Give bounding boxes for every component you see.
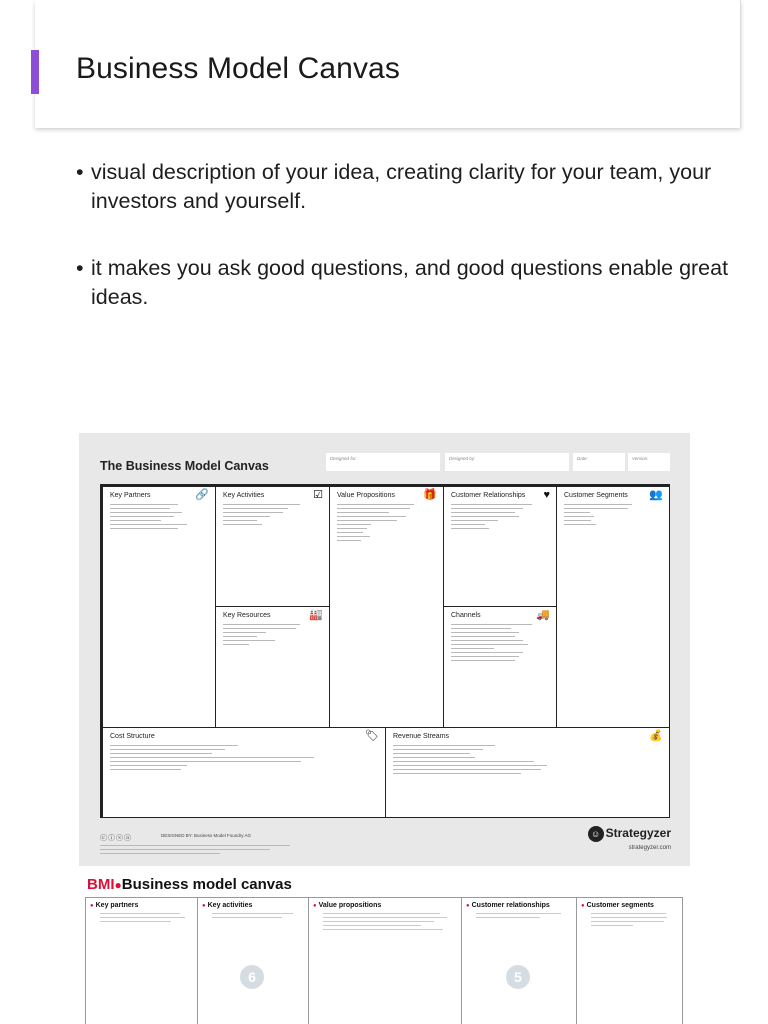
channels-block bbox=[443, 606, 557, 728]
heart-icon: ♥ bbox=[543, 489, 550, 501]
column-heading: ● Customer relationships bbox=[466, 902, 550, 909]
cost-structure-block bbox=[102, 727, 386, 818]
bmi-customer-segments-column bbox=[576, 897, 683, 1024]
license-icons: ⓒⓘⓢⓐ bbox=[100, 835, 132, 842]
factory-icon: 🏭 bbox=[309, 609, 323, 621]
designed-by-credit: DESIGNED BY: Business Model Foundry AG bbox=[161, 833, 252, 838]
strategyzer-logo bbox=[588, 826, 671, 842]
bullet-item bbox=[76, 158, 736, 216]
strategyzer-logo-icon: ☺ bbox=[588, 826, 604, 842]
bullet-marker: • bbox=[76, 256, 84, 280]
step-number-badge: 6 bbox=[240, 965, 264, 989]
canvas-title: The Business Model Canvas bbox=[100, 459, 269, 473]
bmi-key-activities-column bbox=[197, 897, 309, 1024]
block-heading: Channels bbox=[451, 612, 481, 619]
block-heading: Revenue Streams bbox=[393, 733, 450, 740]
strategyzer-url: strategyzer.com bbox=[628, 845, 671, 851]
block-heading: Key Partners bbox=[110, 492, 151, 499]
link-icon: 🔗 bbox=[195, 489, 209, 501]
license-fine-print bbox=[100, 845, 300, 857]
column-heading: ● Value propositions bbox=[313, 902, 381, 909]
bmi-canvas-image bbox=[79, 870, 690, 1024]
block-heading: Key Activities bbox=[223, 492, 265, 499]
bmi-dot: ● bbox=[114, 878, 122, 892]
title-accent-bar bbox=[31, 50, 39, 94]
key-resources-block bbox=[215, 606, 330, 728]
designed-for-field: Designed for: bbox=[326, 453, 440, 471]
strategyzer-brand: Strategyzer bbox=[605, 826, 671, 841]
bmi-value-propositions-column bbox=[308, 897, 462, 1024]
bmi-customer-relationships-column bbox=[461, 897, 577, 1024]
designed-by-field: Designed by: bbox=[445, 453, 569, 471]
block-heading: Key Resources bbox=[223, 612, 271, 619]
bullet-item bbox=[76, 254, 736, 312]
strategyzer-canvas-image bbox=[79, 433, 690, 866]
block-heading: Customer Segments bbox=[564, 492, 628, 499]
bullet-text: visual description of your idea, creating clarity for your team, your investors and yourself. bbox=[91, 160, 712, 213]
bmi-grid bbox=[85, 897, 683, 1024]
key-activities-block bbox=[215, 486, 330, 607]
gift-icon: 🎁 bbox=[423, 489, 437, 501]
value-propositions-block bbox=[329, 486, 444, 728]
bullet-list bbox=[76, 158, 736, 350]
bmi-key-partners-column bbox=[85, 897, 198, 1024]
column-heading: ● Key activities bbox=[202, 902, 252, 909]
truck-icon: 🚚 bbox=[536, 609, 550, 621]
bullet-marker: • bbox=[76, 160, 84, 184]
canvas-grid bbox=[100, 484, 670, 818]
key-partners-block bbox=[102, 486, 216, 728]
block-heading: Value Propositions bbox=[337, 492, 395, 499]
customer-relationships-block bbox=[443, 486, 557, 607]
bmi-logo: BMI bbox=[87, 876, 115, 893]
bullet-text: it makes you ask good questions, and good questions enable great ideas. bbox=[91, 256, 729, 309]
bmi-title-text: Business model canvas bbox=[121, 876, 292, 893]
block-heading: Customer Relationships bbox=[451, 492, 526, 499]
slide-title: Business Model Canvas bbox=[76, 52, 400, 85]
revenue-streams-block bbox=[385, 727, 670, 818]
money-bag-icon: 💰 bbox=[649, 730, 663, 742]
column-heading: ● Key partners bbox=[90, 902, 138, 909]
checkbox-icon: ☑ bbox=[313, 489, 323, 501]
version-field: Version: bbox=[628, 453, 670, 471]
tag-icon: 🏷 bbox=[365, 730, 379, 742]
bmi-canvas-title bbox=[87, 876, 292, 893]
people-icon: 👥 bbox=[649, 489, 663, 501]
slide-title-card bbox=[35, 0, 741, 128]
block-heading: Cost Structure bbox=[110, 733, 155, 740]
customer-segments-block bbox=[556, 486, 670, 728]
date-field: Date: bbox=[573, 453, 625, 471]
column-heading: ● Customer segments bbox=[581, 902, 654, 909]
step-number-badge: 5 bbox=[506, 965, 530, 989]
